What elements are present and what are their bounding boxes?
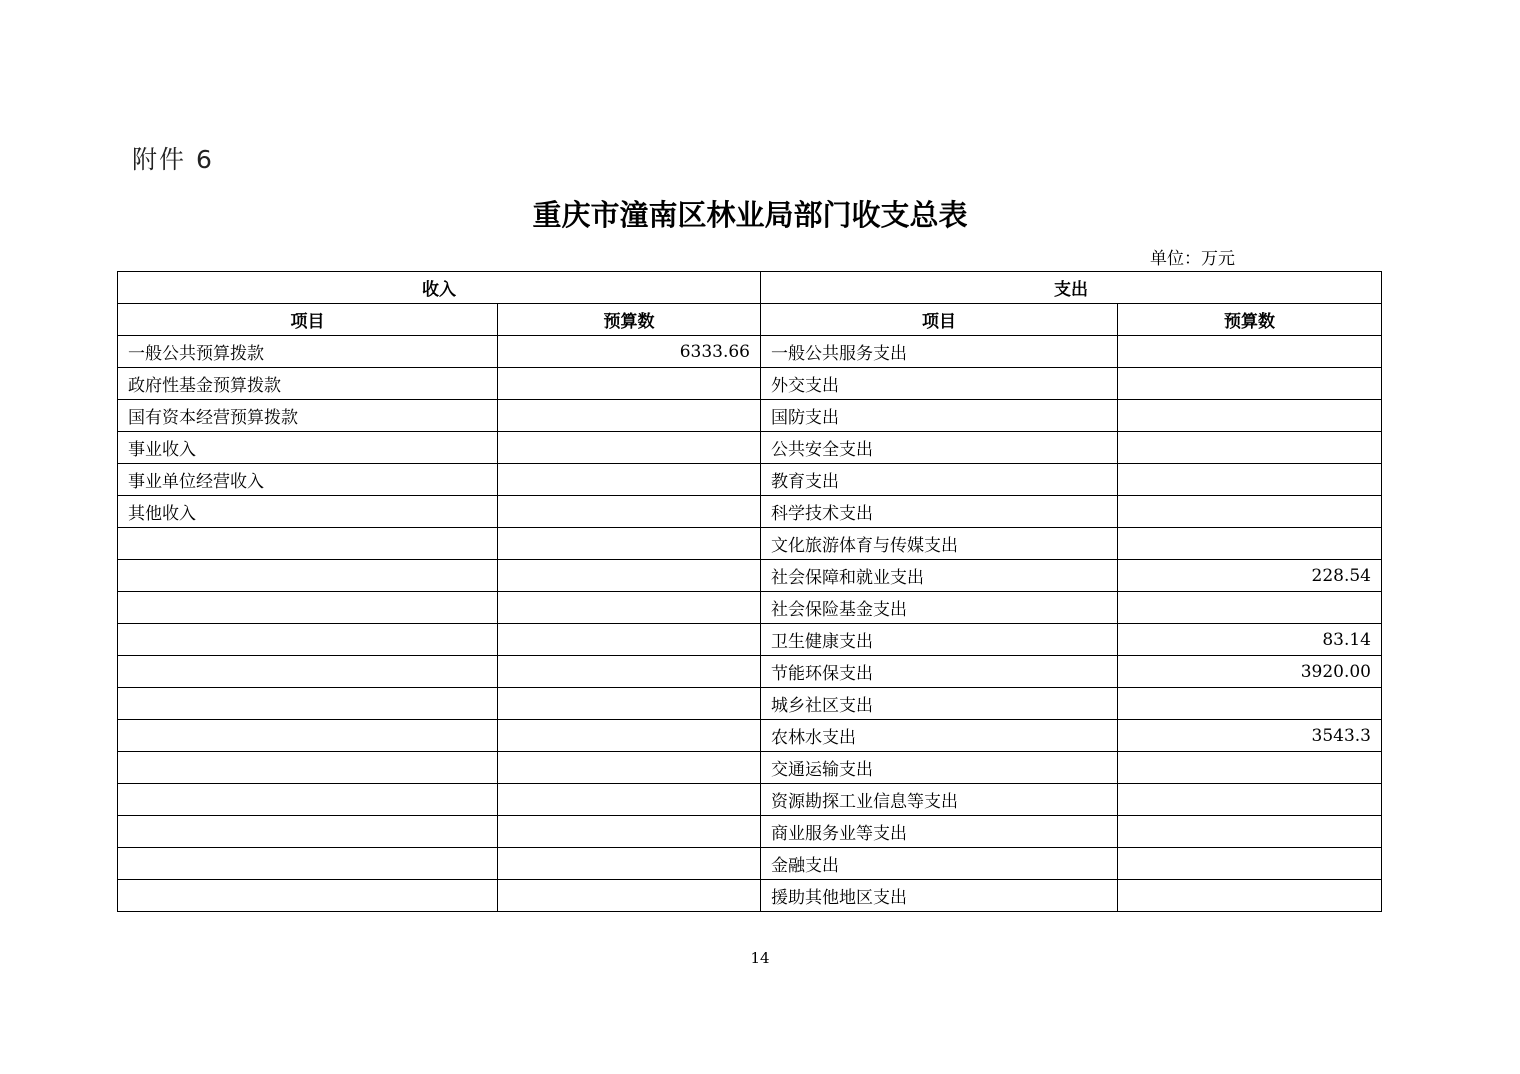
income-item-cell (118, 848, 498, 880)
expense-item-cell: 社会保险基金支出 (761, 592, 1118, 624)
income-item-cell (118, 688, 498, 720)
income-amount-cell (498, 464, 761, 496)
income-item-cell (118, 816, 498, 848)
income-item-cell (118, 752, 498, 784)
table-row (118, 496, 1382, 528)
expense-amount-cell: 83.14 (1118, 624, 1382, 656)
income-amount-cell (498, 720, 761, 752)
expense-item-cell: 援助其他地区支出 (761, 880, 1118, 912)
income-item-cell (118, 720, 498, 752)
expense-item-cell: 科学技术支出 (761, 496, 1118, 528)
table-row (118, 368, 1382, 400)
expense-amount-cell (1118, 784, 1382, 816)
budget-table-body (118, 336, 1382, 912)
income-item-cell: 一般公共预算拨款 (118, 336, 498, 368)
income-amount-cell (498, 656, 761, 688)
table-row (118, 528, 1382, 560)
expense-amount-cell (1118, 816, 1382, 848)
income-amount-cell (498, 592, 761, 624)
table-row (118, 880, 1382, 912)
section-header-row (118, 272, 1382, 304)
expense-header: 支出 (761, 272, 1382, 304)
income-amount-cell (498, 368, 761, 400)
expense-amount-cell: 228.54 (1118, 560, 1382, 592)
income-amount-cell (498, 528, 761, 560)
expense-amount-cell (1118, 368, 1382, 400)
income-item-cell: 事业单位经营收入 (118, 464, 498, 496)
income-item-cell (118, 592, 498, 624)
unit-label: 单位：万元 (1150, 249, 1235, 269)
income-header: 收入 (118, 272, 761, 304)
expense-item-header: 项目 (761, 304, 1118, 336)
expense-amount-cell (1118, 848, 1382, 880)
income-item-cell: 其他收入 (118, 496, 498, 528)
income-amount-cell (498, 432, 761, 464)
expense-item-cell: 城乡社区支出 (761, 688, 1118, 720)
income-item-cell (118, 880, 498, 912)
attachment-label: 附件 6 (132, 145, 214, 174)
table-row (118, 464, 1382, 496)
expense-amount-cell (1118, 880, 1382, 912)
table-row (118, 720, 1382, 752)
expense-item-cell: 外交支出 (761, 368, 1118, 400)
income-item-cell (118, 528, 498, 560)
table-row (118, 752, 1382, 784)
table-row (118, 592, 1382, 624)
income-item-cell (118, 656, 498, 688)
expense-item-cell: 卫生健康支出 (761, 624, 1118, 656)
income-item-cell: 政府性基金预算拨款 (118, 368, 498, 400)
table-row (118, 848, 1382, 880)
expense-item-cell: 商业服务业等支出 (761, 816, 1118, 848)
expense-amount-cell: 3543.3 (1118, 720, 1382, 752)
column-header-row (118, 304, 1382, 336)
expense-amount-cell (1118, 464, 1382, 496)
income-amount-cell (498, 848, 761, 880)
income-amount-cell (498, 496, 761, 528)
expense-amount-cell (1118, 688, 1382, 720)
expense-item-cell: 农林水支出 (761, 720, 1118, 752)
table-row (118, 336, 1382, 368)
budget-table (117, 271, 1382, 912)
income-amount-cell (498, 624, 761, 656)
expense-item-cell: 交通运输支出 (761, 752, 1118, 784)
income-amount-header: 预算数 (498, 304, 761, 336)
expense-amount-cell (1118, 592, 1382, 624)
expense-amount-cell (1118, 400, 1382, 432)
table-row (118, 624, 1382, 656)
expense-item-cell: 资源勘探工业信息等支出 (761, 784, 1118, 816)
table-row (118, 560, 1382, 592)
expense-amount-cell (1118, 336, 1382, 368)
expense-amount-header: 预算数 (1118, 304, 1382, 336)
table-row (118, 432, 1382, 464)
income-item-cell: 国有资本经营预算拨款 (118, 400, 498, 432)
expense-amount-cell: 3920.00 (1118, 656, 1382, 688)
expense-amount-cell (1118, 752, 1382, 784)
expense-amount-cell (1118, 496, 1382, 528)
expense-item-cell: 节能环保支出 (761, 656, 1118, 688)
table-row (118, 816, 1382, 848)
income-item-cell: 事业收入 (118, 432, 498, 464)
income-amount-cell (498, 560, 761, 592)
expense-item-cell: 文化旅游体育与传媒支出 (761, 528, 1118, 560)
expense-item-cell: 教育支出 (761, 464, 1118, 496)
income-amount-cell (498, 688, 761, 720)
table-row (118, 656, 1382, 688)
income-item-cell (118, 624, 498, 656)
expense-item-cell: 一般公共服务支出 (761, 336, 1118, 368)
income-amount-cell (498, 816, 761, 848)
expense-item-cell: 公共安全支出 (761, 432, 1118, 464)
table-row (118, 688, 1382, 720)
expense-amount-cell (1118, 432, 1382, 464)
expense-item-cell: 金融支出 (761, 848, 1118, 880)
table-row (118, 784, 1382, 816)
income-item-cell (118, 784, 498, 816)
income-amount-cell (498, 784, 761, 816)
page-number: 14 (750, 949, 770, 967)
expense-item-cell: 国防支出 (761, 400, 1118, 432)
income-amount-cell (498, 880, 761, 912)
expense-item-cell: 社会保障和就业支出 (761, 560, 1118, 592)
expense-amount-cell (1118, 528, 1382, 560)
page-title: 重庆市潼南区林业局部门收支总表 (532, 198, 968, 232)
income-amount-cell (498, 400, 761, 432)
income-amount-cell (498, 752, 761, 784)
table-row (118, 400, 1382, 432)
income-item-cell (118, 560, 498, 592)
income-amount-cell: 6333.66 (498, 336, 761, 368)
income-item-header: 项目 (118, 304, 498, 336)
